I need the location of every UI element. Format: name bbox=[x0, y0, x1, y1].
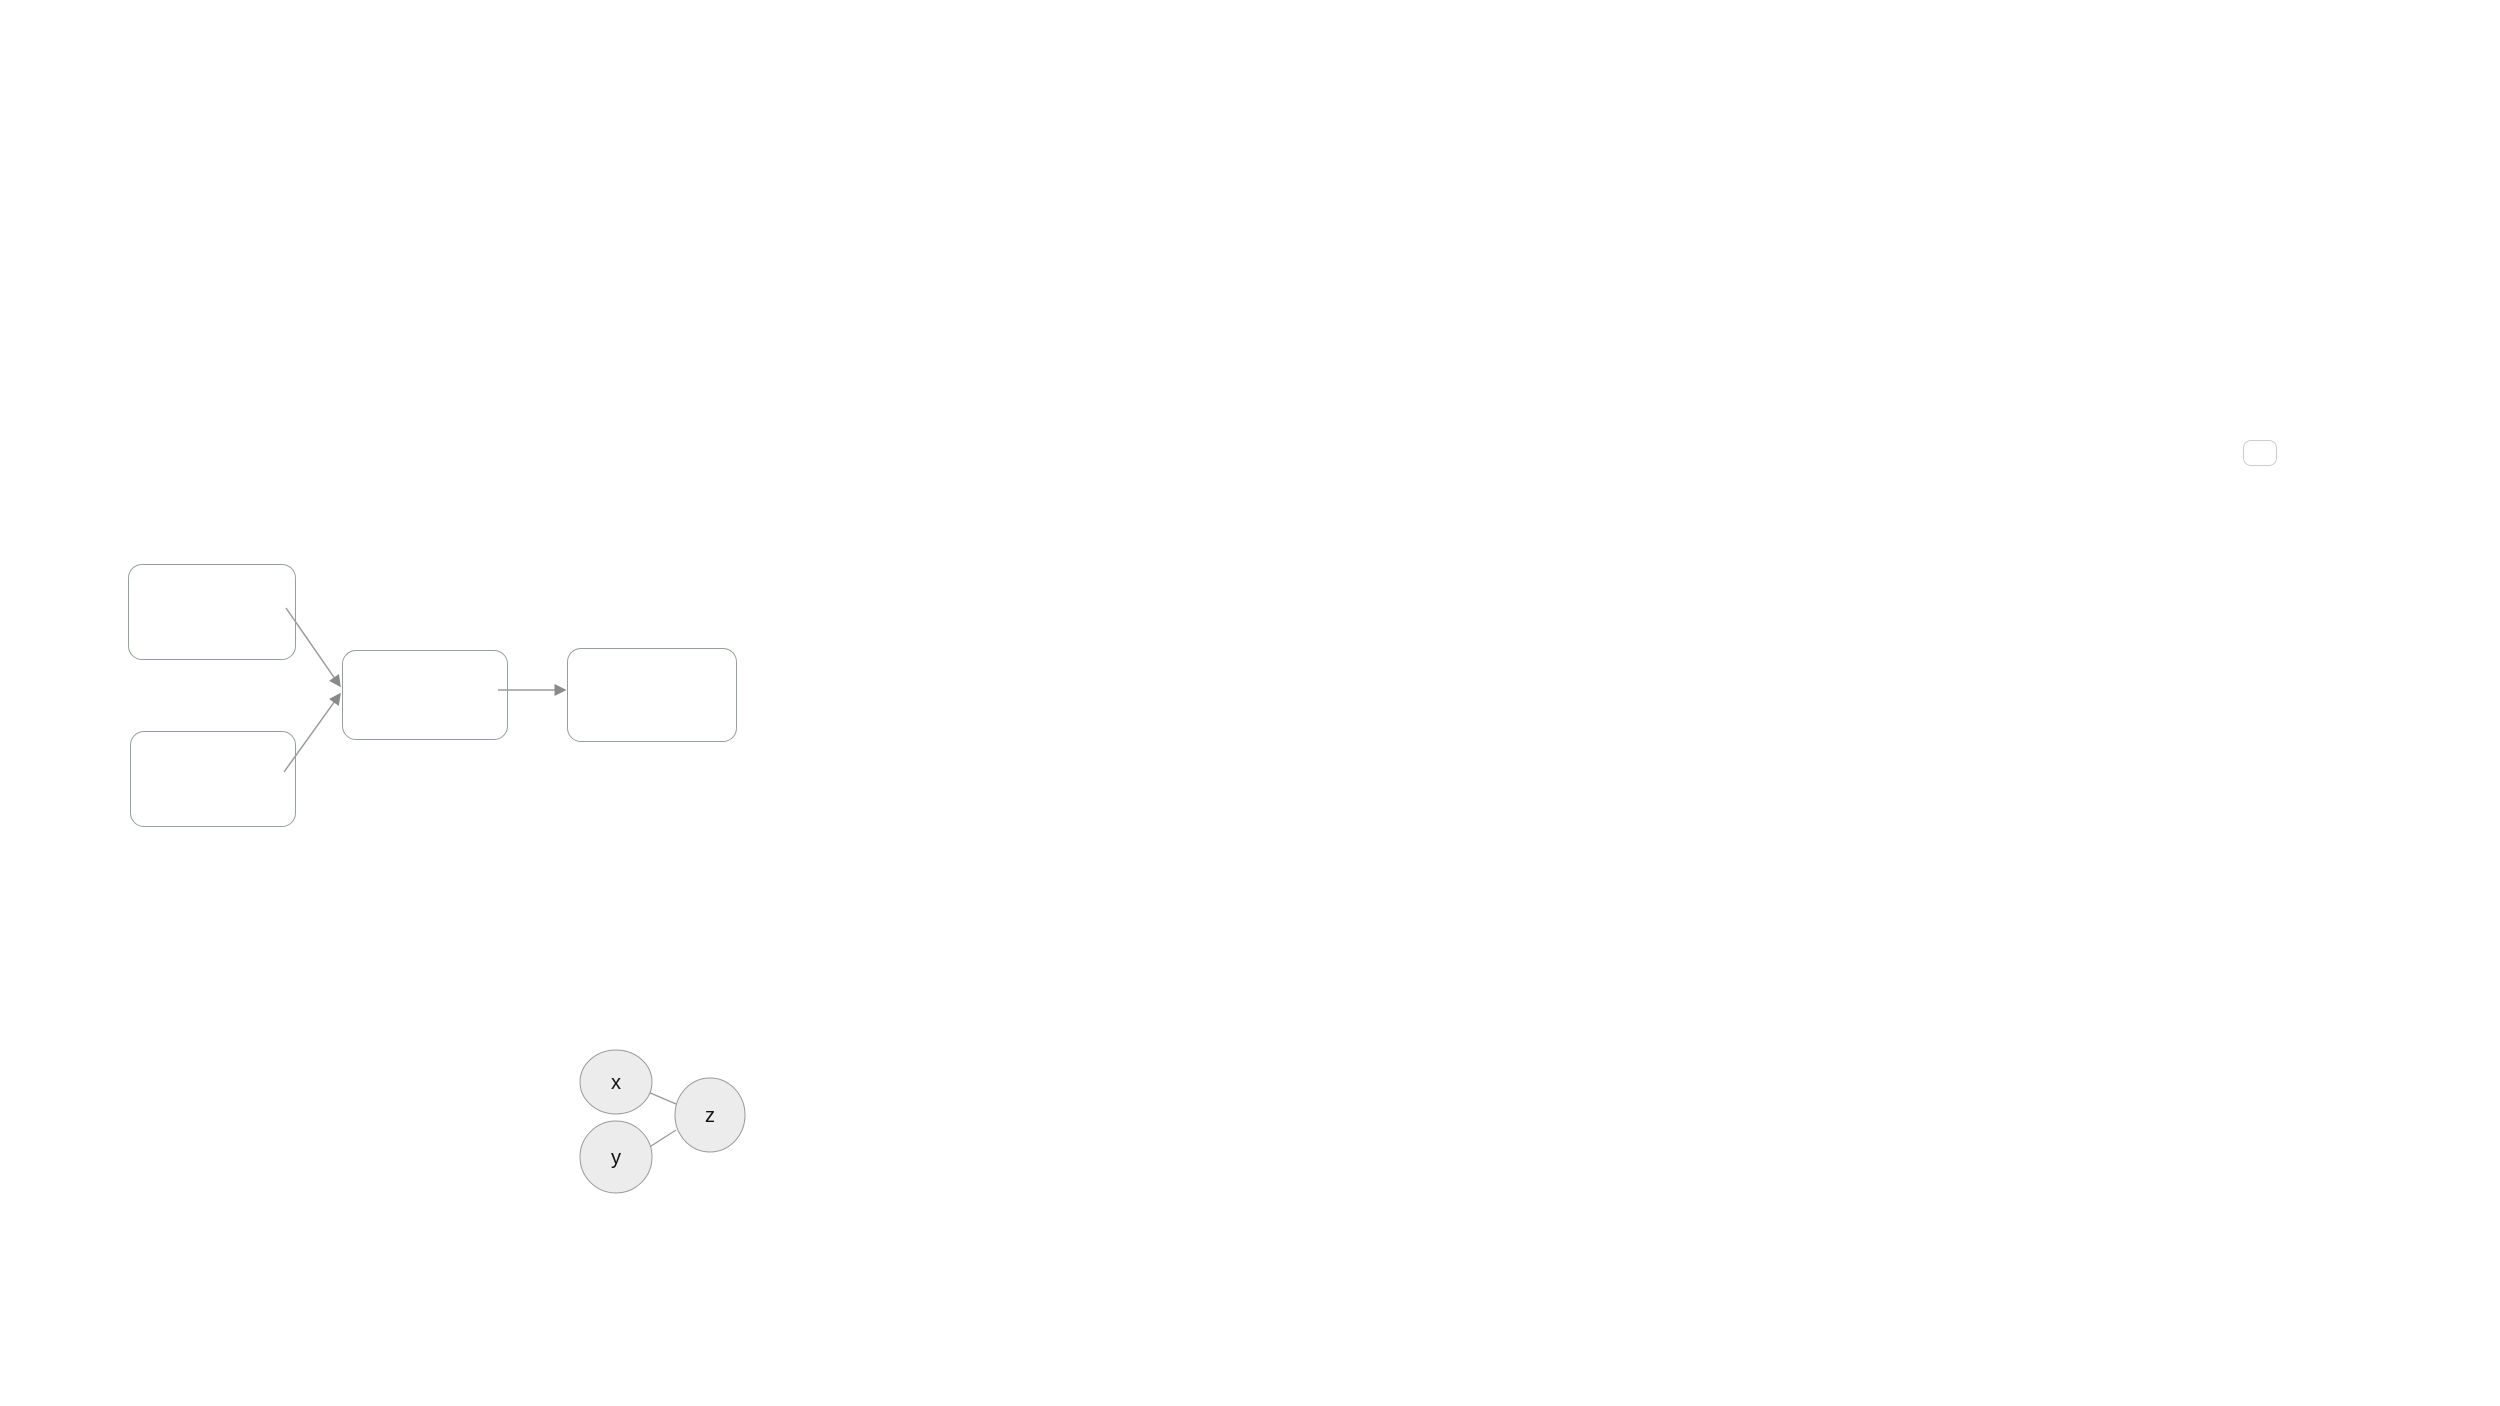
attacker-guesses-box bbox=[567, 648, 737, 742]
attacked-algorithm-box bbox=[128, 564, 296, 660]
node-label-y: y bbox=[611, 1147, 621, 1169]
target-record-box bbox=[130, 731, 296, 827]
model-equations bbox=[95, 1082, 515, 1098]
chart-legend bbox=[2243, 440, 2277, 466]
attack-diagram bbox=[50, 556, 750, 832]
neurips-logo-icon bbox=[2108, 14, 2226, 152]
graphical-model bbox=[570, 1042, 760, 1200]
node-label-x: x bbox=[611, 1072, 621, 1094]
neurips-logo bbox=[2108, 14, 2478, 154]
node-label-z: z bbox=[705, 1105, 715, 1127]
attack-model-box bbox=[342, 650, 508, 740]
